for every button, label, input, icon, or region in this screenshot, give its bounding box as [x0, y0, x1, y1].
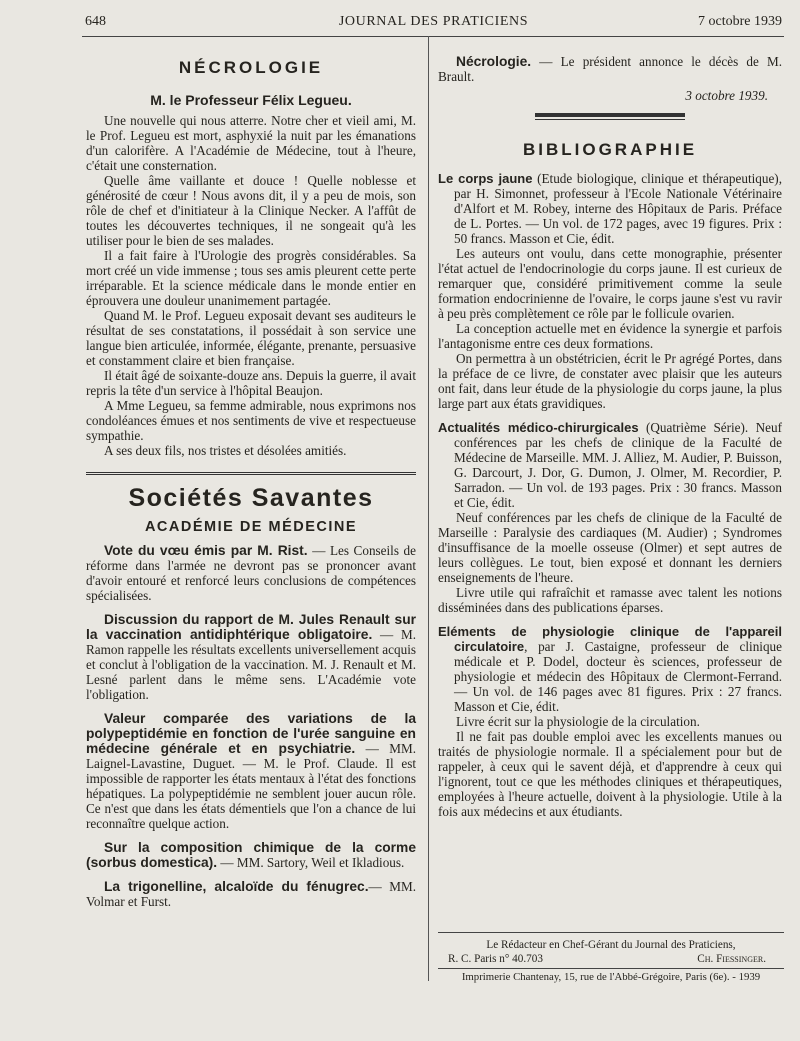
necro-paragraph: Quand M. le Prof. Legueu exposait devant ses auditeurs le résultat de ses constatations, il possédait à son service une langue bien articulée, informée, élégante, prenante, persuasive et constamment claire et bien française.: [86, 308, 416, 368]
book-entry: [438, 171, 782, 246]
item-text: — M. Ramon rappelle les résultats excellents universellement acquis et conclut à l'obligation de la vaccination. M. J. Renault et M. Lesné parlent dans le même sens. L'Académie vote l'obligation.: [86, 627, 416, 702]
left-column: [86, 58, 416, 909]
page-header: [85, 14, 782, 36]
footer-signer: Ch. Fiessinger.: [697, 953, 766, 965]
footer-editor-line: Le Rédacteur en Chef-Gérant du Journal des Praticiens,: [486, 939, 736, 951]
item-heading: Valeur comparée des variations de la polypeptidémie en fonction de l'urée sanguine en médecine générale et en psychiatrie.: [86, 711, 416, 756]
book-title: Actualités médico-chirurgicales: [438, 420, 639, 435]
issue-date: 7 octobre 1939: [698, 14, 782, 29]
book-reference: (Etude biologique, clinique et thérapeutique), par H. Simonnet, professeur à l'Ecole Nationale Vétérinaire d'Alfort et M. Robey, interne des Hôpitaux de Paris. Préface de L. Portes. — Un vol. de 172 pages, avec 19 figures. Prix : 50 francs. Masson et Cie, édit.: [454, 171, 782, 246]
academie-item: [86, 612, 416, 702]
necro-brief-date: 3 octobre 1939.: [685, 88, 768, 103]
page-number: 648: [85, 14, 106, 29]
item-heading: Vote du vœu émis par M. Rist.: [104, 543, 308, 558]
book-reference: (Quatrième Série). Neuf conférences par les chefs de clinique de la Faculté de Médecine de Marseille. MM. J. Alliez, M. Audier, P. Buisson, G. Darcourt, J. Dor, G. Dumon, J. Olmer, M. Recordier, P. Sarradon. — Un vol. de 193 pages. Prix : 30 francs. Masson et Cie, édit.: [454, 420, 782, 510]
book-review: Livre écrit sur la physiologie de la circulation.: [456, 714, 700, 729]
right-column: [438, 54, 782, 819]
item-heading: Sur la composition chimique de la corme (sorbus domestica).: [86, 840, 416, 870]
footer-rule-bottom: [438, 968, 784, 969]
necro-paragraph: Quelle âme vaillante et douce ! Quelle noblesse et générosité de cœur ! Nous avons dit, il y a peu de mois, son rôle de chef et d'initiateur à la Clinique Necker. A l'affût de toutes les découvertes techniques, il ne songeait qu'à les utiliser pour le bien de ses malades.: [86, 173, 416, 248]
necro-paragraph: A Mme Legueu, sa femme admirable, nous exprimons nos condoléances émues et nos sentiments de vive et respectueuse sympathie.: [86, 398, 416, 443]
academie-item: [86, 711, 416, 831]
footer-block: [438, 938, 784, 966]
necro-paragraph: Une nouvelle qui nous atterre. Notre cher et vieil ami, M. le Prof. Legueu est mort, asphyxié la nuit par les émanations d'un calorifère. A l'Académie de Médecine, tout à l'heure, c'était une consternation.: [86, 113, 416, 173]
item-text: — MM. Sartory, Weil et Ikladious.: [217, 855, 405, 870]
necrologie-title: NÉCROLOGIE: [178, 58, 324, 77]
bibliographie-title: BIBLIOGRAPHIE: [522, 140, 698, 159]
item-text: — Les Conseils de réforme dans l'armée ne devront pas se prononcer avant d'avoir entouré et renforcé leurs conclusions de compétences spécialisées.: [86, 543, 416, 603]
footer-imprimerie: Imprimerie Chantenay, 15, rue de l'Abbé-Grégoire, Paris (6e). - 1939: [461, 971, 761, 983]
journal-title: JOURNAL DES PRATICIENS: [338, 14, 529, 29]
book-review: Les auteurs ont voulu, dans cette monographie, présenter l'état actuel de l'endocrinologie du corps jaune. Il est curieux de remarquer que, considéré primitivement comme la seule formation endocrinienne de l'ovaire, le corps jaune s'est vu ravir à peu près complètement ce rôle par le follicule ovarien.: [438, 246, 782, 321]
book-entry: [438, 624, 782, 714]
item-heading: La trigonelline, alcaloïde du fénugrec.: [104, 879, 369, 894]
academie-item: [86, 543, 416, 603]
necrologie-brief: [438, 54, 782, 84]
societes-title: Sociétés Savantes: [128, 484, 374, 512]
necro-paragraph: Il a fait faire à l'Urologie des progrès considérables. Sa mort créé un vide immense ; tous ses amis pleurent cette perte irréparable. Et la science médicale dans le monde entier en éprouvera une douleur unanimement partagée.: [86, 248, 416, 308]
book-title: Le corps jaune: [438, 171, 533, 186]
book-entry: [438, 420, 782, 510]
academie-item: [86, 840, 416, 870]
necro-brief-heading: Nécrologie.: [456, 54, 532, 69]
section-rule: [86, 472, 416, 479]
necro-brief-text: — Le président annonce le décès de M. Brault.: [438, 54, 782, 84]
header-rule: [82, 36, 784, 37]
book-reference: , par J. Castaigne, professeur de clinique médicale et P. Dodel, docteur ès sciences, professeur de physiologie et médecin des Hôpitaux de Clermont-Ferrand. — Un vol. de 146 pages avec 81 figures. Prix : 27 francs. Masson et Cie, édit.: [454, 639, 782, 714]
item-text: — MM. Volmar et Furst.: [86, 879, 417, 909]
item-heading: Discussion du rapport de M. Jules Renault sur la vaccination antidiphtérique obligatoire.: [86, 612, 416, 642]
footer-rc: R. C. Paris n° 40.703: [448, 953, 543, 965]
column-divider: [428, 36, 429, 981]
necrologie-subtitle: M. le Professeur Félix Legueu.: [150, 92, 352, 108]
necro-paragraph: Il était âgé de soixante-douze ans. Depuis la guerre, il avait repris la tête d'un service à l'hôpital Beaujon.: [86, 368, 416, 398]
book-review: Neuf conférences par les chefs de clinique de la Faculté de Marseille : Paralysie des cardiaques (M. Audier) ; Syndromes d'insuffisance de la moelle osseuse (Olmer) et sept autres de leurs collègues. Le tout, bien exposé et donnant les derniers enseignements de l'heure.: [438, 510, 782, 585]
book-review: Il ne fait pas double emploi avec les excellents manues ou traités de physiologie normale. Il a spécialement pour but de rappeler, à ceux qui le savent déjà, et d'apprendre à ceux qui l'ignorent, tout ce que les méthodes cliniques et thérapeutiques, employées à l'heure actuelle, doivent à la physiologie. Utile à la fois aux médecins et aux étudiants.: [438, 729, 782, 819]
book-review: On permettra à un obstétricien, écrit le Pr agrégé Portes, dans la préface de ce livre, de constater avec plaisir que les auteurs ont fait, dans leur étude de la physiologie du corps jaune, la plus large part aux états gravidiques.: [438, 351, 782, 411]
academie-item: [86, 879, 416, 909]
section-rule: [535, 113, 685, 120]
book-review: La conception actuelle met en évidence la synergie et parfois l'antagonisme entre ces deux formations.: [438, 321, 782, 351]
book-title: Eléments de physiologie clinique de l'appareil circulatoire: [438, 624, 782, 654]
item-text: — MM. Laignel-Lavastine, Duguet. — M. le Prof. Claude. Il est impossible de rapporter les états mentaux à l'état des fonctions hépatiques. La polypeptidémie ne semblent jouer aucun rôle. Ce n'est que dans les états démentiels que l'on a chance de lui reconnaître quelque action.: [86, 741, 416, 831]
academie-title: ACADÉMIE DE MÉDECINE: [144, 519, 358, 535]
book-review: Livre utile qui rafraîchit et ramasse avec talent les notions disséminées dans des publications éparses.: [438, 585, 782, 615]
necro-paragraph: A ses deux fils, nos tristes et désolées amitiés.: [104, 443, 347, 458]
footer-rule: [438, 932, 784, 933]
